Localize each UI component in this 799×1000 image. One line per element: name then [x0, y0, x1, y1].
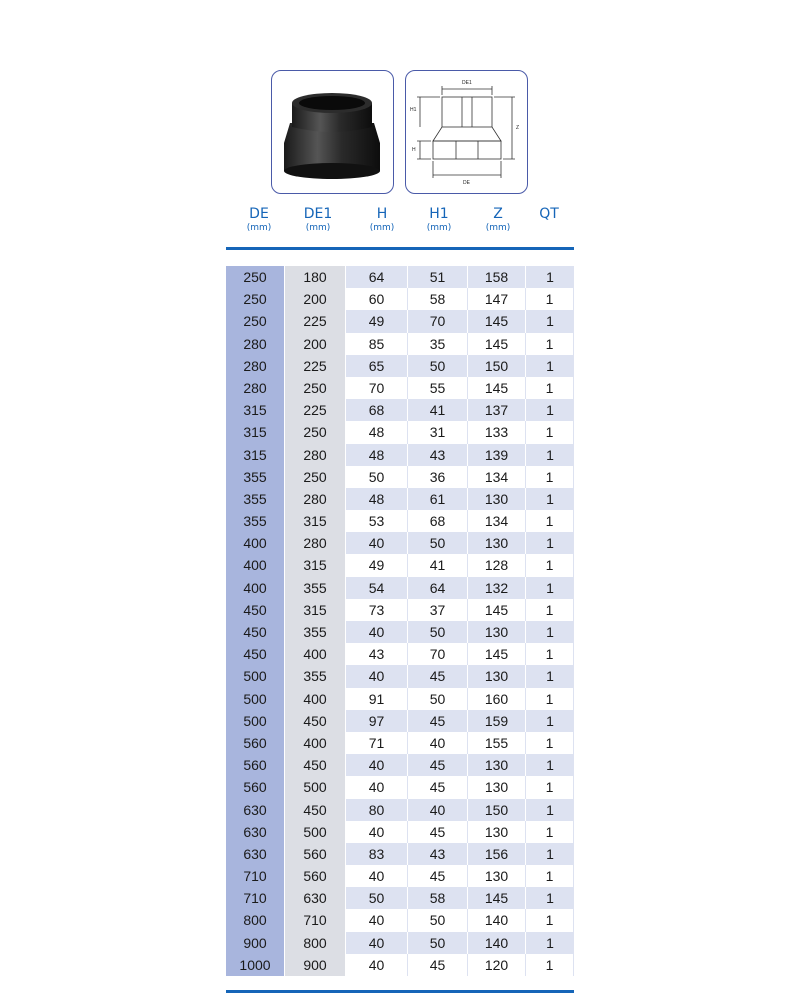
cell-z: 145	[468, 887, 526, 909]
cell-de1: 450	[285, 710, 346, 732]
cell-qt: 1	[526, 932, 574, 954]
cell-h1: 45	[408, 665, 468, 687]
cell-z: 150	[468, 799, 526, 821]
cell-de1: 355	[285, 665, 346, 687]
drawing-label-de: DE	[463, 180, 470, 186]
header-label: H1	[429, 206, 449, 222]
cell-de1: 355	[285, 621, 346, 643]
cell-h: 40	[346, 754, 408, 776]
cell-de1: 500	[285, 776, 346, 798]
cell-de: 710	[226, 887, 285, 909]
table-row	[226, 621, 574, 643]
cell-h: 65	[346, 355, 408, 377]
table-row	[226, 488, 574, 510]
cell-de: 355	[226, 466, 285, 488]
table-row	[226, 444, 574, 466]
cell-z: 134	[468, 510, 526, 532]
cell-h: 40	[346, 865, 408, 887]
cell-h: 71	[346, 732, 408, 754]
cell-de1: 400	[285, 643, 346, 665]
cell-z: 130	[468, 621, 526, 643]
cell-h1: 50	[408, 909, 468, 931]
cell-z: 155	[468, 732, 526, 754]
cell-de1: 280	[285, 532, 346, 554]
cell-h: 64	[346, 266, 408, 288]
cell-qt: 1	[526, 599, 574, 621]
dimensions-table	[226, 266, 574, 976]
cell-h: 50	[346, 466, 408, 488]
cell-de: 250	[226, 310, 285, 332]
table-row	[226, 554, 574, 576]
header-label: QT	[539, 206, 559, 222]
cell-de: 630	[226, 821, 285, 843]
cell-de: 560	[226, 754, 285, 776]
cell-de1: 315	[285, 554, 346, 576]
cell-qt: 1	[526, 643, 574, 665]
cell-z: 159	[468, 710, 526, 732]
cell-h1: 35	[408, 333, 468, 355]
cell-z: 140	[468, 909, 526, 931]
cell-qt: 1	[526, 444, 574, 466]
cell-de1: 500	[285, 821, 346, 843]
table-row	[226, 887, 574, 909]
cell-qt: 1	[526, 688, 574, 710]
header-label: DE	[249, 206, 269, 222]
cell-de1: 225	[285, 399, 346, 421]
cell-z: 130	[468, 865, 526, 887]
cell-z: 158	[468, 266, 526, 288]
table-row	[226, 799, 574, 821]
cell-h1: 45	[408, 754, 468, 776]
cell-qt: 1	[526, 954, 574, 976]
cell-z: 128	[468, 554, 526, 576]
cell-h1: 41	[408, 554, 468, 576]
cell-de: 355	[226, 488, 285, 510]
cell-z: 160	[468, 688, 526, 710]
cell-de1: 250	[285, 421, 346, 443]
bottom-divider	[226, 990, 574, 993]
table-row	[226, 843, 574, 865]
cell-de1: 355	[285, 577, 346, 599]
cell-qt: 1	[526, 776, 574, 798]
cell-h1: 31	[408, 421, 468, 443]
cell-z: 130	[468, 754, 526, 776]
table-row	[226, 754, 574, 776]
cell-z: 139	[468, 444, 526, 466]
cell-z: 130	[468, 776, 526, 798]
cell-de: 315	[226, 444, 285, 466]
cell-qt: 1	[526, 510, 574, 532]
cell-h1: 55	[408, 377, 468, 399]
table-row	[226, 333, 574, 355]
header-unit: (mm)	[485, 223, 511, 233]
cell-h1: 61	[408, 488, 468, 510]
table-row	[226, 821, 574, 843]
cell-z: 140	[468, 932, 526, 954]
header-h	[355, 206, 409, 233]
cell-de1: 560	[285, 843, 346, 865]
cell-h: 48	[346, 444, 408, 466]
cell-h: 40	[346, 909, 408, 931]
cell-de1: 225	[285, 355, 346, 377]
cell-z: 130	[468, 665, 526, 687]
cell-h1: 45	[408, 821, 468, 843]
product-photo	[271, 70, 394, 194]
table-row	[226, 665, 574, 687]
cell-h1: 43	[408, 444, 468, 466]
cell-de1: 315	[285, 510, 346, 532]
table-row	[226, 466, 574, 488]
header-h1	[412, 206, 466, 233]
cell-de: 450	[226, 599, 285, 621]
cell-h1: 41	[408, 399, 468, 421]
cell-h1: 50	[408, 932, 468, 954]
cell-de: 400	[226, 532, 285, 554]
cell-de1: 250	[285, 466, 346, 488]
cell-h1: 45	[408, 776, 468, 798]
header-unit: (mm)	[246, 223, 272, 233]
cell-z: 130	[468, 532, 526, 554]
cell-h1: 40	[408, 732, 468, 754]
header-unit: (mm)	[426, 223, 452, 233]
cell-z: 133	[468, 421, 526, 443]
cell-z: 145	[468, 310, 526, 332]
cell-qt: 1	[526, 554, 574, 576]
cell-h: 49	[346, 554, 408, 576]
cell-de1: 400	[285, 732, 346, 754]
cell-qt: 1	[526, 799, 574, 821]
cell-h: 83	[346, 843, 408, 865]
header-divider	[226, 247, 574, 250]
cell-h: 53	[346, 510, 408, 532]
cell-de: 315	[226, 421, 285, 443]
cell-qt: 1	[526, 665, 574, 687]
table-row	[226, 355, 574, 377]
table-row	[226, 732, 574, 754]
cell-qt: 1	[526, 577, 574, 599]
cell-de1: 400	[285, 688, 346, 710]
reducer-photo-icon	[272, 71, 393, 193]
cell-h1: 40	[408, 799, 468, 821]
table-row	[226, 421, 574, 443]
cell-de1: 225	[285, 310, 346, 332]
drawing-label-h: H	[412, 147, 416, 153]
cell-qt: 1	[526, 488, 574, 510]
cell-de: 560	[226, 732, 285, 754]
cell-h: 60	[346, 288, 408, 310]
cell-z: 130	[468, 488, 526, 510]
cell-de: 315	[226, 399, 285, 421]
cell-h1: 70	[408, 643, 468, 665]
cell-de: 450	[226, 643, 285, 665]
cell-h: 48	[346, 488, 408, 510]
cell-h1: 37	[408, 599, 468, 621]
table-row	[226, 710, 574, 732]
cell-z: 132	[468, 577, 526, 599]
cell-qt: 1	[526, 710, 574, 732]
cell-de: 280	[226, 377, 285, 399]
cell-h1: 70	[408, 310, 468, 332]
cell-qt: 1	[526, 754, 574, 776]
cell-qt: 1	[526, 821, 574, 843]
cell-de: 710	[226, 865, 285, 887]
cell-h: 40	[346, 665, 408, 687]
cell-h1: 58	[408, 887, 468, 909]
cell-qt: 1	[526, 333, 574, 355]
drawing-label-de1: DE1	[462, 80, 472, 86]
cell-de: 1000	[226, 954, 285, 976]
cell-de1: 250	[285, 377, 346, 399]
cell-h: 85	[346, 333, 408, 355]
cell-z: 134	[468, 466, 526, 488]
cell-qt: 1	[526, 266, 574, 288]
reducer-drawing-icon	[406, 71, 527, 193]
cell-h1: 36	[408, 466, 468, 488]
cell-de: 280	[226, 333, 285, 355]
table-row	[226, 599, 574, 621]
table-row	[226, 909, 574, 931]
cell-z: 145	[468, 333, 526, 355]
cell-qt: 1	[526, 310, 574, 332]
cell-h: 97	[346, 710, 408, 732]
cell-h: 70	[346, 377, 408, 399]
cell-de: 250	[226, 288, 285, 310]
header-label: Z	[493, 206, 503, 222]
cell-qt: 1	[526, 843, 574, 865]
cell-qt: 1	[526, 466, 574, 488]
cell-de1: 280	[285, 488, 346, 510]
cell-de1: 630	[285, 887, 346, 909]
table-row	[226, 532, 574, 554]
header-qt	[527, 206, 571, 223]
cell-h1: 45	[408, 865, 468, 887]
table-row	[226, 643, 574, 665]
table-row	[226, 399, 574, 421]
cell-h: 73	[346, 599, 408, 621]
header-de1	[290, 206, 346, 233]
cell-de1: 450	[285, 754, 346, 776]
cell-h: 49	[346, 310, 408, 332]
cell-de1: 800	[285, 932, 346, 954]
cell-de: 630	[226, 843, 285, 865]
cell-h1: 50	[408, 688, 468, 710]
cell-h: 40	[346, 954, 408, 976]
table-row	[226, 510, 574, 532]
cell-h: 48	[346, 421, 408, 443]
cell-qt: 1	[526, 532, 574, 554]
table-row	[226, 288, 574, 310]
cell-de: 400	[226, 554, 285, 576]
cell-h1: 50	[408, 532, 468, 554]
cell-de1: 560	[285, 865, 346, 887]
cell-z: 147	[468, 288, 526, 310]
cell-de1: 280	[285, 444, 346, 466]
cell-de: 560	[226, 776, 285, 798]
cell-qt: 1	[526, 421, 574, 443]
cell-h1: 43	[408, 843, 468, 865]
table-row	[226, 688, 574, 710]
cell-de1: 710	[285, 909, 346, 931]
cell-z: 156	[468, 843, 526, 865]
header-unit: (mm)	[305, 223, 331, 233]
cell-qt: 1	[526, 377, 574, 399]
cell-de1: 900	[285, 954, 346, 976]
header-z	[471, 206, 525, 233]
cell-de: 355	[226, 510, 285, 532]
cell-de1: 315	[285, 599, 346, 621]
drawing-label-h1: H1	[410, 107, 417, 113]
cell-h: 43	[346, 643, 408, 665]
header-de	[232, 206, 286, 233]
cell-qt: 1	[526, 288, 574, 310]
cell-h: 40	[346, 821, 408, 843]
cell-h: 80	[346, 799, 408, 821]
cell-de: 630	[226, 799, 285, 821]
cell-z: 145	[468, 643, 526, 665]
table-row	[226, 266, 574, 288]
cell-h1: 50	[408, 355, 468, 377]
cell-h1: 58	[408, 288, 468, 310]
cell-h: 91	[346, 688, 408, 710]
cell-h: 68	[346, 399, 408, 421]
cell-de: 450	[226, 621, 285, 643]
table-row	[226, 577, 574, 599]
cell-de1: 200	[285, 288, 346, 310]
cell-h1: 45	[408, 710, 468, 732]
cell-z: 150	[468, 355, 526, 377]
drawing-label-z: Z	[516, 125, 520, 131]
cell-z: 145	[468, 377, 526, 399]
table-row	[226, 954, 574, 976]
cell-de: 400	[226, 577, 285, 599]
header-unit: (mm)	[369, 223, 395, 233]
table-row	[226, 932, 574, 954]
cell-z: 130	[468, 821, 526, 843]
cell-de: 900	[226, 932, 285, 954]
cell-de1: 180	[285, 266, 346, 288]
cell-qt: 1	[526, 909, 574, 931]
cell-h: 40	[346, 621, 408, 643]
cell-qt: 1	[526, 887, 574, 909]
header-label: DE1	[303, 206, 333, 222]
cell-de: 280	[226, 355, 285, 377]
cell-qt: 1	[526, 865, 574, 887]
header-label: H	[376, 206, 388, 222]
cell-h1: 51	[408, 266, 468, 288]
cell-qt: 1	[526, 621, 574, 643]
cell-h1: 68	[408, 510, 468, 532]
cell-qt: 1	[526, 399, 574, 421]
cell-de: 500	[226, 665, 285, 687]
cell-qt: 1	[526, 732, 574, 754]
cell-z: 137	[468, 399, 526, 421]
table-row	[226, 865, 574, 887]
cell-h1: 50	[408, 621, 468, 643]
cell-h: 50	[346, 887, 408, 909]
cell-de: 500	[226, 710, 285, 732]
table-row	[226, 310, 574, 332]
cell-de1: 450	[285, 799, 346, 821]
cell-h: 40	[346, 932, 408, 954]
table-row	[226, 377, 574, 399]
cell-de: 800	[226, 909, 285, 931]
cell-de: 250	[226, 266, 285, 288]
cell-h: 40	[346, 532, 408, 554]
cell-h: 54	[346, 577, 408, 599]
table-row	[226, 776, 574, 798]
cell-z: 120	[468, 954, 526, 976]
technical-drawing	[405, 70, 528, 194]
cell-h: 40	[346, 776, 408, 798]
cell-de: 500	[226, 688, 285, 710]
cell-h1: 45	[408, 954, 468, 976]
cell-qt: 1	[526, 355, 574, 377]
cell-de1: 200	[285, 333, 346, 355]
cell-z: 145	[468, 599, 526, 621]
cell-h1: 64	[408, 577, 468, 599]
